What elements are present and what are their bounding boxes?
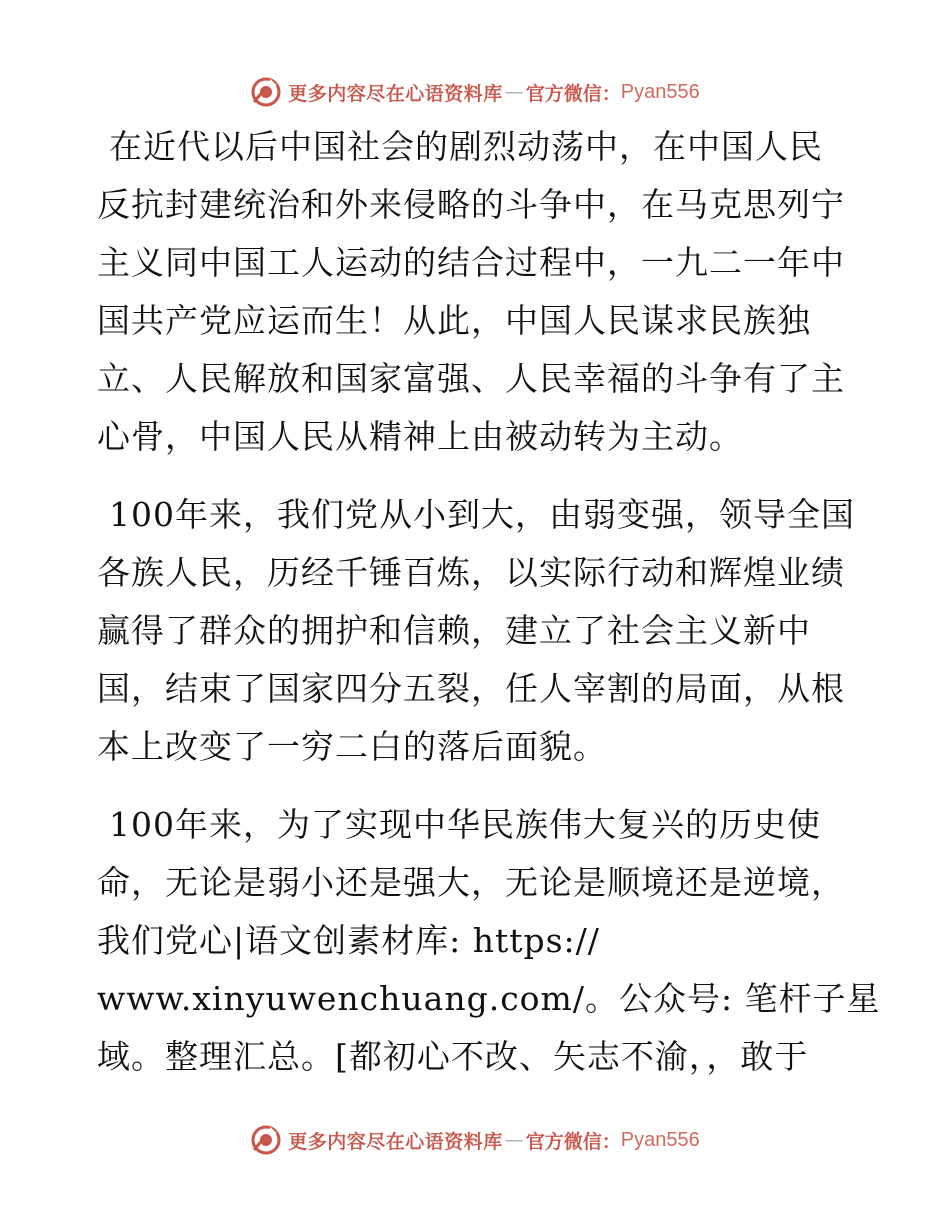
banner-title: 更多内容尽在心语资料库	[288, 82, 503, 105]
text-line: 在近代以后中国社会的剧烈动荡中，在中国人民	[109, 127, 823, 166]
banner-wechat-label: 官方微信：	[525, 82, 621, 105]
banner-separator: —	[504, 81, 524, 103]
text-line: 100年来，我们党从小到大，由弱变强，领导全国	[109, 495, 855, 534]
text-line: 心骨，中国人民从精神上由被动转为主动。	[97, 417, 743, 456]
paragraph	[97, 118, 857, 466]
text-line: 100年来，为了实现中华民族伟大复兴的历史使	[109, 805, 821, 844]
text-line: www.xinyuwenchuang.com/。公众号: 笔杆子星	[97, 979, 881, 1018]
text-line: 主义同中国工人运动的结合过程中，一九二一年中	[97, 243, 845, 282]
text-line: 各族人民，历经千锤百炼，以实际行动和辉煌业绩	[97, 553, 845, 592]
banner-separator: —	[504, 1129, 524, 1151]
banner-title: 更多内容尽在心语资料库	[288, 1130, 503, 1153]
paragraph	[97, 486, 857, 776]
paragraph-spacer	[97, 776, 857, 796]
paragraph-spacer	[97, 466, 857, 486]
banner-wechat-label: 官方微信：	[525, 1130, 621, 1153]
text-line: 本上改变了一穷二白的落后面貌。	[97, 727, 607, 766]
text-line: 国，结束了国家四分五裂，任人宰割的局面，从根	[97, 669, 845, 708]
document-body	[97, 118, 881, 1086]
text-line: 立、人民解放和国家富强、人民幸福的斗争有了主	[97, 359, 845, 398]
text-line: 命，无论是弱小还是强大，无论是顺境还是逆境，	[97, 863, 845, 902]
footer-banner	[0, 1120, 950, 1160]
text-line: 赢得了群众的拥护和信赖，建立了社会主义新中	[97, 611, 811, 650]
text-line: 国共产党应运而生！从此，中国人民谋求民族独	[97, 301, 811, 340]
header-banner	[0, 72, 950, 112]
banner-wechat-id: Pyan556	[620, 80, 700, 103]
brand-logo-icon	[250, 76, 282, 108]
text-line: 反抗封建统治和外来侵略的斗争中，在马克思列宁	[97, 185, 845, 224]
brand-logo-icon	[250, 1124, 282, 1156]
text-line: 我们党心|语文创素材库: https://	[97, 921, 600, 960]
text-line: 域。整理汇总。[都初心不改、矢志不渝，，敢于	[97, 1037, 809, 1076]
paragraph	[97, 796, 881, 1086]
banner-wechat-id: Pyan556	[620, 1128, 700, 1151]
